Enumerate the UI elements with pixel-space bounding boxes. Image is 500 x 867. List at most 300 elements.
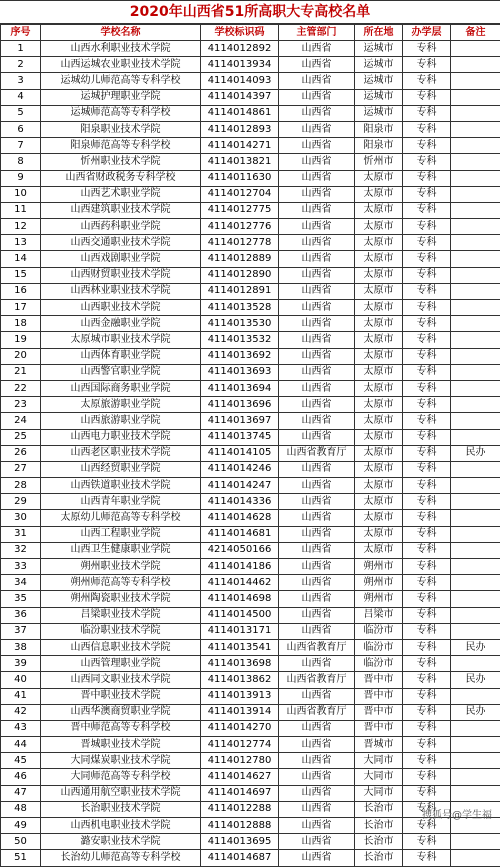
cell-level: 专科 (403, 316, 451, 332)
cell-school-name: 山西警官职业学院 (41, 364, 201, 380)
cell-location: 太原市 (355, 413, 403, 429)
cell-school-name: 潞安职业技术学院 (41, 834, 201, 850)
cell-remarks (451, 138, 500, 154)
cell-level: 专科 (403, 850, 451, 866)
table-row (1, 283, 500, 299)
cell-remarks (451, 656, 500, 672)
cell-school-name: 山西交通职业技术学院 (41, 235, 201, 251)
cell-department: 山西省 (279, 316, 355, 332)
cell-school-code: 4114012288 (201, 801, 279, 817)
cell-school-name: 山西卫生健康职业学院 (41, 542, 201, 558)
cell-department: 山西省教育厅 (279, 704, 355, 720)
cell-level: 专科 (403, 251, 451, 267)
cell-location: 太原市 (355, 494, 403, 510)
cell-school-code: 4114013693 (201, 364, 279, 380)
cell-department: 山西省 (279, 89, 355, 105)
cell-remarks (451, 202, 500, 218)
table-row (1, 397, 500, 413)
cell-level: 专科 (403, 526, 451, 542)
cell-department: 山西省 (279, 380, 355, 396)
cell-level: 专科 (403, 170, 451, 186)
cell-location: 太原市 (355, 267, 403, 283)
cell-location: 太原市 (355, 251, 403, 267)
table-row (1, 267, 500, 283)
cell-department: 山西省 (279, 251, 355, 267)
cell-level: 专科 (403, 591, 451, 607)
cell-index: 40 (1, 672, 41, 688)
table-row (1, 672, 500, 688)
cell-level: 专科 (403, 380, 451, 396)
cell-remarks (451, 785, 500, 801)
cell-index: 47 (1, 785, 41, 801)
cell-remarks: 民办 (451, 704, 500, 720)
cell-location: 长治市 (355, 850, 403, 866)
table-row (1, 478, 500, 494)
cell-index: 10 (1, 186, 41, 202)
table-row (1, 251, 500, 267)
cell-level: 专科 (403, 704, 451, 720)
header-location: 所在地 (355, 25, 403, 41)
cell-level: 专科 (403, 753, 451, 769)
cell-remarks (451, 332, 500, 348)
cell-school-code: 4114013821 (201, 154, 279, 170)
table-row (1, 57, 500, 73)
cell-school-code: 4114011630 (201, 170, 279, 186)
cell-school-code: 4114013528 (201, 300, 279, 316)
table-header-row (1, 25, 500, 41)
cell-department: 山西省 (279, 41, 355, 57)
cell-department: 山西省 (279, 170, 355, 186)
cell-school-name: 山西经贸职业学院 (41, 461, 201, 477)
cell-location: 运城市 (355, 105, 403, 121)
cell-remarks (451, 348, 500, 364)
cell-level: 专科 (403, 267, 451, 283)
cell-index: 50 (1, 834, 41, 850)
cell-school-name: 山西林业职业技术学院 (41, 283, 201, 299)
cell-department: 山西省教育厅 (279, 672, 355, 688)
cell-remarks (451, 461, 500, 477)
cell-department: 山西省 (279, 542, 355, 558)
cell-school-name: 山西体育职业学院 (41, 348, 201, 364)
cell-department: 山西省 (279, 591, 355, 607)
cell-school-name: 忻州职业技术学院 (41, 154, 201, 170)
cell-remarks (451, 413, 500, 429)
cell-school-name: 晋城职业技术学院 (41, 737, 201, 753)
cell-location: 阳泉市 (355, 121, 403, 137)
cell-remarks (451, 73, 500, 89)
cell-school-name: 长治职业技术学院 (41, 801, 201, 817)
cell-school-code: 4114014628 (201, 510, 279, 526)
cell-department: 山西省 (279, 818, 355, 834)
cell-remarks (451, 170, 500, 186)
cell-location: 阳泉市 (355, 138, 403, 154)
cell-school-code: 4114012889 (201, 251, 279, 267)
cell-location: 太原市 (355, 429, 403, 445)
table-row (1, 834, 500, 850)
cell-level: 专科 (403, 559, 451, 575)
cell-school-name: 运城幼儿师范高等专科学校 (41, 73, 201, 89)
cell-location: 长治市 (355, 801, 403, 817)
cell-index: 3 (1, 73, 41, 89)
cell-department: 山西省 (279, 559, 355, 575)
table-row (1, 73, 500, 89)
cell-school-name: 山西铁道职业技术学院 (41, 478, 201, 494)
cell-location: 运城市 (355, 57, 403, 73)
cell-index: 21 (1, 364, 41, 380)
cell-department: 山西省 (279, 138, 355, 154)
table-row (1, 737, 500, 753)
cell-level: 专科 (403, 348, 451, 364)
cell-school-code: 4114014246 (201, 461, 279, 477)
cell-index: 39 (1, 656, 41, 672)
cell-school-code: 4114014697 (201, 785, 279, 801)
cell-location: 太原市 (355, 332, 403, 348)
cell-remarks (451, 429, 500, 445)
cell-department: 山西省 (279, 429, 355, 445)
cell-department: 山西省教育厅 (279, 639, 355, 655)
table-row (1, 607, 500, 623)
cell-department: 山西省 (279, 413, 355, 429)
cell-index: 1 (1, 41, 41, 57)
table-row (1, 105, 500, 121)
cell-level: 专科 (403, 769, 451, 785)
header-remarks: 备注 (451, 25, 500, 41)
cell-index: 35 (1, 591, 41, 607)
cell-level: 专科 (403, 73, 451, 89)
cell-level: 专科 (403, 801, 451, 817)
cell-school-code: 4114014698 (201, 591, 279, 607)
cell-location: 运城市 (355, 89, 403, 105)
cell-school-code: 4114013532 (201, 332, 279, 348)
table-row (1, 121, 500, 137)
table-row (1, 138, 500, 154)
cell-school-code: 4114014687 (201, 850, 279, 866)
cell-level: 专科 (403, 219, 451, 235)
cell-index: 4 (1, 89, 41, 105)
cell-location: 晋城市 (355, 737, 403, 753)
table-row (1, 623, 500, 639)
table-row (1, 461, 500, 477)
cell-remarks (451, 494, 500, 510)
cell-location: 太原市 (355, 186, 403, 202)
cell-location: 太原市 (355, 348, 403, 364)
cell-school-name: 阳泉师范高等专科学校 (41, 138, 201, 154)
cell-school-code: 4114014336 (201, 494, 279, 510)
cell-school-code: 4114013692 (201, 348, 279, 364)
cell-index: 26 (1, 445, 41, 461)
cell-remarks (451, 575, 500, 591)
cell-level: 专科 (403, 785, 451, 801)
cell-school-code: 4114012892 (201, 41, 279, 57)
cell-school-code: 4114012890 (201, 267, 279, 283)
cell-location: 长治市 (355, 834, 403, 850)
table-row (1, 364, 500, 380)
cell-department: 山西省 (279, 801, 355, 817)
cell-index: 29 (1, 494, 41, 510)
cell-school-name: 太原旅游职业学院 (41, 397, 201, 413)
cell-location: 太原市 (355, 202, 403, 218)
cell-school-name: 山西财贸职业技术学院 (41, 267, 201, 283)
cell-index: 42 (1, 704, 41, 720)
cell-location: 晋中市 (355, 688, 403, 704)
cell-school-name: 山西机电职业技术学院 (41, 818, 201, 834)
cell-remarks (451, 478, 500, 494)
table-row (1, 348, 500, 364)
cell-remarks: 民办 (451, 445, 500, 461)
cell-school-name: 山西水利职业技术学院 (41, 41, 201, 57)
cell-remarks (451, 364, 500, 380)
cell-remarks (451, 623, 500, 639)
cell-location: 太原市 (355, 235, 403, 251)
cell-location: 运城市 (355, 73, 403, 89)
cell-level: 专科 (403, 332, 451, 348)
table-row (1, 769, 500, 785)
cell-index: 8 (1, 154, 41, 170)
cell-school-code: 4114013862 (201, 672, 279, 688)
table-row (1, 445, 500, 461)
cell-index: 32 (1, 542, 41, 558)
cell-department: 山西省 (279, 510, 355, 526)
cell-department: 山西省教育厅 (279, 445, 355, 461)
cell-department: 山西省 (279, 461, 355, 477)
cell-department: 山西省 (279, 332, 355, 348)
cell-index: 28 (1, 478, 41, 494)
cell-school-name: 阳泉职业技术学院 (41, 121, 201, 137)
cell-school-code: 4114014462 (201, 575, 279, 591)
cell-school-name: 太原幼儿师范高等专科学校 (41, 510, 201, 526)
cell-school-code: 4114014247 (201, 478, 279, 494)
sheet-title: 2020年山西省51所高职大专高校名单 (0, 0, 500, 24)
cell-level: 专科 (403, 364, 451, 380)
cell-index: 16 (1, 283, 41, 299)
cell-school-code: 4114012778 (201, 235, 279, 251)
cell-school-code: 4114014861 (201, 105, 279, 121)
cell-remarks (451, 89, 500, 105)
cell-school-code: 4114014681 (201, 526, 279, 542)
cell-school-name: 山西运城农业职业技术学院 (41, 57, 201, 73)
cell-school-name: 山西建筑职业技术学院 (41, 202, 201, 218)
cell-remarks (451, 720, 500, 736)
cell-school-code: 4114012891 (201, 283, 279, 299)
cell-index: 22 (1, 380, 41, 396)
cell-school-name: 长治幼儿师范高等专科学校 (41, 850, 201, 866)
cell-location: 晋中市 (355, 720, 403, 736)
cell-level: 专科 (403, 542, 451, 558)
cell-remarks: 民办 (451, 672, 500, 688)
cell-index: 9 (1, 170, 41, 186)
cell-remarks (451, 607, 500, 623)
cell-location: 太原市 (355, 526, 403, 542)
cell-school-name: 山西工程职业学院 (41, 526, 201, 542)
cell-department: 山西省 (279, 494, 355, 510)
cell-location: 临汾市 (355, 639, 403, 655)
cell-school-name: 朔州师范高等专科学校 (41, 575, 201, 591)
cell-index: 34 (1, 575, 41, 591)
cell-remarks (451, 219, 500, 235)
cell-location: 忻州市 (355, 154, 403, 170)
cell-department: 山西省 (279, 607, 355, 623)
cell-department: 山西省 (279, 57, 355, 73)
table-row (1, 332, 500, 348)
cell-index: 19 (1, 332, 41, 348)
cell-school-name: 吕梁职业技术学院 (41, 607, 201, 623)
cell-school-name: 山西职业技术学院 (41, 300, 201, 316)
table-row (1, 380, 500, 396)
cell-school-name: 山西电力职业技术学院 (41, 429, 201, 445)
cell-location: 大同市 (355, 769, 403, 785)
cell-location: 太原市 (355, 445, 403, 461)
cell-remarks (451, 316, 500, 332)
cell-department: 山西省 (279, 121, 355, 137)
cell-school-name: 山西老区职业技术学院 (41, 445, 201, 461)
cell-school-code: 4114012776 (201, 219, 279, 235)
cell-department: 山西省 (279, 73, 355, 89)
cell-department: 山西省 (279, 105, 355, 121)
cell-remarks (451, 769, 500, 785)
table-row (1, 316, 500, 332)
cell-level: 专科 (403, 105, 451, 121)
cell-level: 专科 (403, 138, 451, 154)
cell-school-name: 大同师范高等专科学校 (41, 769, 201, 785)
cell-level: 专科 (403, 41, 451, 57)
cell-level: 专科 (403, 672, 451, 688)
cell-school-code: 4114013745 (201, 429, 279, 445)
cell-location: 太原市 (355, 397, 403, 413)
cell-department: 山西省 (279, 154, 355, 170)
cell-location: 太原市 (355, 364, 403, 380)
cell-location: 临汾市 (355, 656, 403, 672)
cell-school-code: 4114012780 (201, 753, 279, 769)
cell-index: 7 (1, 138, 41, 154)
cell-index: 23 (1, 397, 41, 413)
cell-department: 山西省 (279, 753, 355, 769)
cell-location: 太原市 (355, 478, 403, 494)
cell-remarks (451, 251, 500, 267)
cell-school-code: 4114014500 (201, 607, 279, 623)
cell-remarks (451, 688, 500, 704)
cell-remarks (451, 380, 500, 396)
cell-department: 山西省 (279, 769, 355, 785)
cell-remarks (451, 121, 500, 137)
table-row (1, 559, 500, 575)
cell-level: 专科 (403, 429, 451, 445)
cell-department: 山西省 (279, 283, 355, 299)
cell-level: 专科 (403, 607, 451, 623)
cell-level: 专科 (403, 121, 451, 137)
cell-index: 25 (1, 429, 41, 445)
cell-level: 专科 (403, 623, 451, 639)
cell-index: 43 (1, 720, 41, 736)
cell-level: 专科 (403, 300, 451, 316)
cell-school-code: 4114013696 (201, 397, 279, 413)
cell-level: 专科 (403, 639, 451, 655)
cell-remarks (451, 57, 500, 73)
header-level: 办学层 (403, 25, 451, 41)
table-row (1, 591, 500, 607)
table-row (1, 235, 500, 251)
cell-school-name: 运城护理职业学院 (41, 89, 201, 105)
table-row (1, 639, 500, 655)
cell-location: 大同市 (355, 753, 403, 769)
cell-remarks (451, 186, 500, 202)
cell-department: 山西省 (279, 526, 355, 542)
header-school-code: 学校标识码 (201, 25, 279, 41)
cell-index: 36 (1, 607, 41, 623)
header-department: 主管部门 (279, 25, 355, 41)
cell-index: 5 (1, 105, 41, 121)
cell-remarks (451, 753, 500, 769)
cell-index: 48 (1, 801, 41, 817)
cell-index: 44 (1, 737, 41, 753)
table-row (1, 202, 500, 218)
cell-level: 专科 (403, 575, 451, 591)
cell-remarks (451, 267, 500, 283)
cell-level: 专科 (403, 461, 451, 477)
cell-index: 31 (1, 526, 41, 542)
cell-location: 太原市 (355, 219, 403, 235)
table-row (1, 219, 500, 235)
cell-remarks (451, 526, 500, 542)
cell-index: 14 (1, 251, 41, 267)
cell-level: 专科 (403, 494, 451, 510)
cell-school-code: 4114013697 (201, 413, 279, 429)
school-table (0, 24, 500, 867)
cell-location: 太原市 (355, 461, 403, 477)
cell-school-name: 晋中师范高等专科学校 (41, 720, 201, 736)
cell-school-code: 4114012704 (201, 186, 279, 202)
cell-location: 太原市 (355, 542, 403, 558)
cell-level: 专科 (403, 283, 451, 299)
cell-school-code: 4114012893 (201, 121, 279, 137)
cell-level: 专科 (403, 413, 451, 429)
cell-school-name: 晋中职业技术学院 (41, 688, 201, 704)
cell-department: 山西省 (279, 720, 355, 736)
table-row (1, 526, 500, 542)
cell-school-code: 4114013530 (201, 316, 279, 332)
cell-school-code: 4214050166 (201, 542, 279, 558)
table-row (1, 542, 500, 558)
cell-remarks (451, 41, 500, 57)
cell-school-name: 山西旅游职业学院 (41, 413, 201, 429)
cell-school-name: 山西戏剧职业学院 (41, 251, 201, 267)
cell-remarks (451, 591, 500, 607)
cell-school-code: 4114014397 (201, 89, 279, 105)
table-row (1, 510, 500, 526)
cell-index: 49 (1, 818, 41, 834)
table-row (1, 656, 500, 672)
cell-remarks (451, 235, 500, 251)
cell-index: 13 (1, 235, 41, 251)
table-row (1, 753, 500, 769)
cell-index: 45 (1, 753, 41, 769)
cell-school-code: 4114014186 (201, 559, 279, 575)
cell-school-name: 大同煤炭职业技术学院 (41, 753, 201, 769)
cell-school-name: 山西省财政税务专科学校 (41, 170, 201, 186)
cell-remarks (451, 510, 500, 526)
cell-remarks (451, 559, 500, 575)
cell-index: 38 (1, 639, 41, 655)
cell-department: 山西省 (279, 267, 355, 283)
cell-school-code: 4114014093 (201, 73, 279, 89)
table-row (1, 494, 500, 510)
cell-location: 太原市 (355, 510, 403, 526)
cell-remarks (451, 283, 500, 299)
cell-school-code: 4114013541 (201, 639, 279, 655)
cell-department: 山西省 (279, 688, 355, 704)
cell-level: 专科 (403, 186, 451, 202)
cell-school-name: 朔州职业技术学院 (41, 559, 201, 575)
cell-index: 15 (1, 267, 41, 283)
